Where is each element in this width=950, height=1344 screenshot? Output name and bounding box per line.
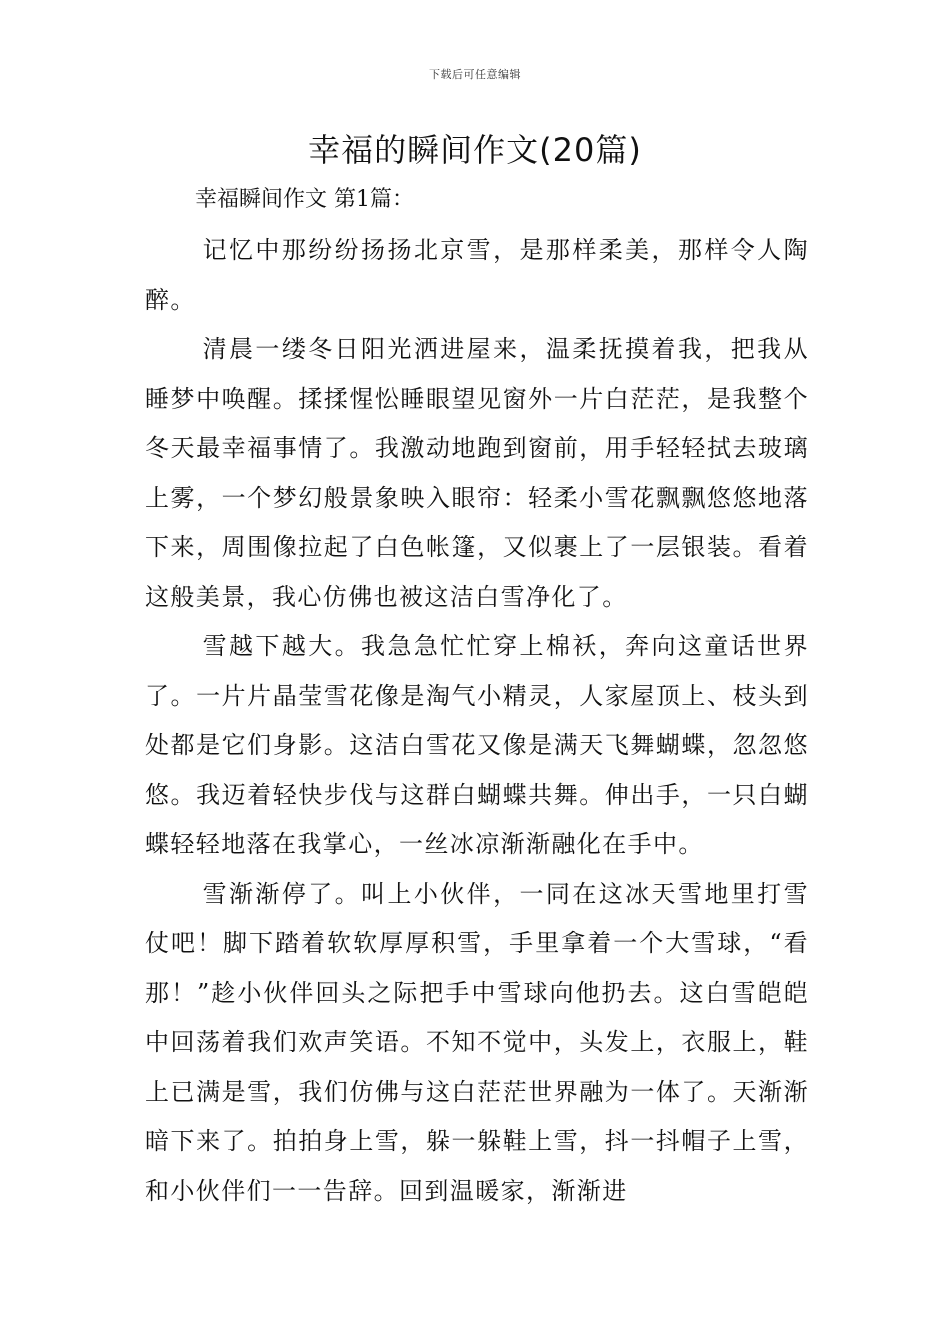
document-title: 幸福的瞬间作文(20篇) (308, 131, 642, 169)
paragraph: 雪越下越大。我急急忙忙穿上棉袄，奔向这童话世界了。一片片晶莹雪花像是淘气小精灵，人家屋顶上、枝头到处都是它们身影。这洁白雪花又像是满天飞舞蝴蝶，忽忽悠悠。我迈着轻快步伐与这群白蝴蝶共舞。伸出手，一只白蝴蝶轻轻地落在我掌心，一丝冰凉渐渐融化在手中。 (145, 632, 809, 858)
header-note: 下载后可任意编辑 (429, 68, 521, 81)
paragraph: 记忆中那纷纷扬扬北京雪，是那样柔美，那样令人陶醉。 (145, 236, 809, 314)
body-text (145, 226, 809, 1216)
section-heading: 幸福瞬间作文 第1篇： (195, 187, 414, 212)
paragraph: 清晨一缕冬日阳光洒进屋来，温柔抚摸着我，把我从睡梦中唤醒。揉揉惺忪睡眼望见窗外一片白茫茫，是我整个冬天最幸福事情了。我激动地跑到窗前，用手轻轻拭去玻璃上雾，一个梦幻般景象映入眼帘：轻柔小雪花飘飘悠悠地落下来，周围像拉起了白色帐篷，又似裹上了一层银装。看着这般美景，我心仿佛也被这洁白雪净化了。 (145, 335, 809, 611)
paragraph: 雪渐渐停了。叫上小伙伴，一同在这冰天雪地里打雪仗吧！脚下踏着软软厚厚积雪，手里拿着一个大雪球，“看那！”趁小伙伴回头之际把手中雪球向他扔去。这白雪皑皑中回荡着我们欢声笑语。不知不觉中，头发上，衣服上，鞋上已满是雪，我们仿佛与这白茫茫世界融为一体了。天渐渐暗下来了。拍拍身上雪，躲一躲鞋上雪，抖一抖帽子上雪，和小伙伴们一一告辞。回到温暖家，渐渐进 (145, 879, 809, 1205)
